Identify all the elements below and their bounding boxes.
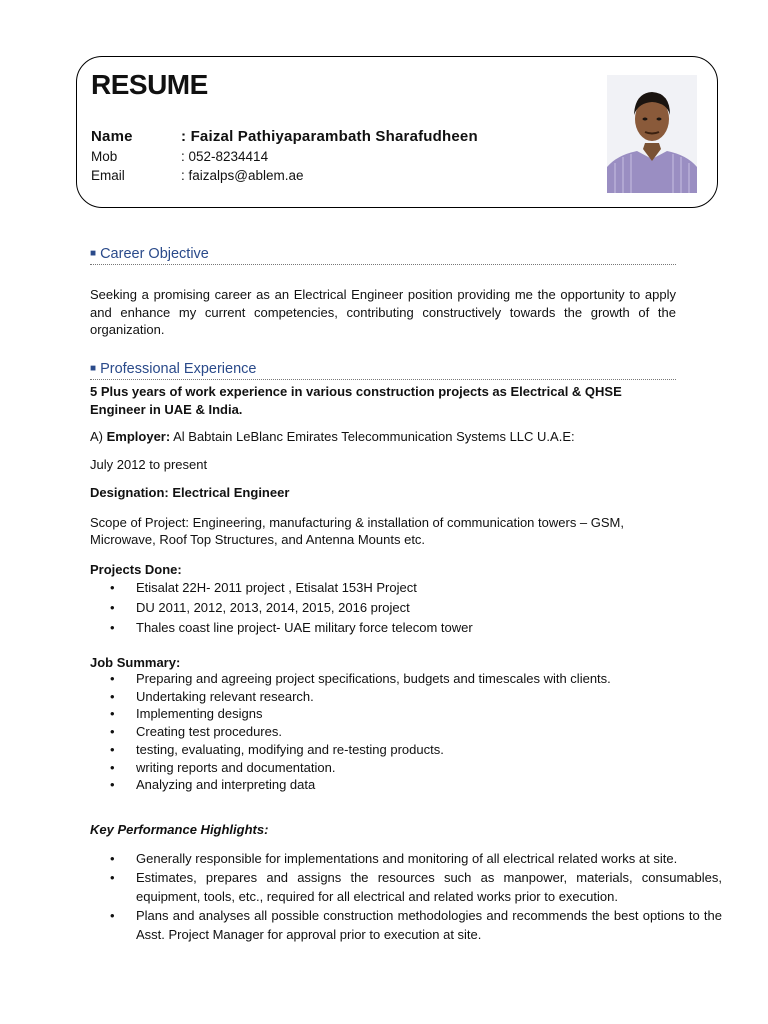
- list-item: • Etisalat 22H- 2011 project , Etisalat 153H Project: [136, 578, 676, 598]
- list-item: • Analyzing and interpreting data: [136, 776, 676, 794]
- experience-heading: Professional Experience: [100, 361, 257, 377]
- mob-value: : 052-8234414: [181, 149, 269, 164]
- list-item: • writing reports and documentation.: [136, 759, 676, 777]
- career-objective-text: Seeking a promising career as an Electrical Engineer position providing me the opportunity to apply and enhance my current competencies, contributing constructively towards the growth of the organization.: [90, 287, 676, 337]
- heading-bullet: ■: [90, 248, 97, 259]
- kph-heading: Key Performance Highlights:: [90, 822, 269, 837]
- list-item: • Generally responsible for implementations and monitoring of all electrical related works at site.: [136, 849, 722, 868]
- header-box: [76, 56, 718, 208]
- list-item: • Preparing and agreeing project specifications, budgets and timescales with clients.: [136, 670, 676, 688]
- career-objective-section: [90, 246, 676, 339]
- projects-list: [90, 578, 676, 638]
- list-item: • Undertaking relevant research.: [136, 688, 676, 706]
- list-item: • Implementing designs: [136, 705, 676, 723]
- list-item: • Creating test procedures.: [136, 723, 676, 741]
- job-summary-list: [90, 670, 676, 794]
- list-item: • Thales coast line project- UAE military force telecom tower: [136, 618, 676, 638]
- employer-label: Employer:: [106, 429, 171, 444]
- profile-photo: [607, 75, 697, 193]
- heading-bullet: ■: [90, 363, 97, 374]
- list-item: • testing, evaluating, modifying and re-testing products.: [136, 741, 676, 759]
- project-scope: Scope of Project: Engineering, manufacturing & installation of communication towers – GSM, Microwave, Roof Top Structures, and Antenna Mounts etc.: [90, 515, 624, 547]
- job-summary-heading: Job Summary:: [90, 655, 181, 670]
- list-item: • DU 2011, 2012, 2013, 2014, 2015, 2016 project: [136, 598, 676, 618]
- list-item: • Estimates, prepares and assigns the resources such as manpower, materials, consumables, equipment, tools, etc., required for all electrical and related works prior to execution.: [136, 868, 722, 906]
- designation: Designation: Electrical Engineer: [90, 485, 290, 500]
- name-label: Name: [91, 128, 133, 145]
- kph-list: [90, 849, 722, 944]
- email-row: [91, 168, 304, 183]
- name-row: [91, 128, 478, 145]
- mob-row: [91, 149, 268, 164]
- section-heading: [90, 361, 676, 380]
- career-objective-heading: Career Objective: [100, 246, 209, 262]
- name-value: : Faizal Pathiyaparambath Sharafudheen: [181, 128, 478, 145]
- employer-prefix: A): [90, 429, 103, 444]
- employer-value: Al Babtain LeBlanc Emirates Telecommunication Systems LLC U.A.E:: [173, 429, 575, 444]
- resume-title: RESUME: [91, 69, 208, 100]
- email-label: Email: [91, 168, 125, 183]
- list-item: • Plans and analyses all possible construction methodologies and recommends the best options to the Asst. Project Manager for approval prior to execution at site.: [136, 906, 722, 944]
- email-value: : faizalps@ablem.ae: [181, 168, 304, 183]
- section-heading: [90, 246, 676, 265]
- employment-period: July 2012 to present: [90, 457, 208, 472]
- experience-summary: 5 Plus years of work experience in various construction projects as Electrical & QHSE Engineer in UAE & India.: [90, 384, 622, 417]
- projects-heading: Projects Done:: [90, 562, 182, 577]
- experience-section: [90, 361, 676, 380]
- mob-label: Mob: [91, 149, 118, 164]
- employer-line: [90, 428, 676, 445]
